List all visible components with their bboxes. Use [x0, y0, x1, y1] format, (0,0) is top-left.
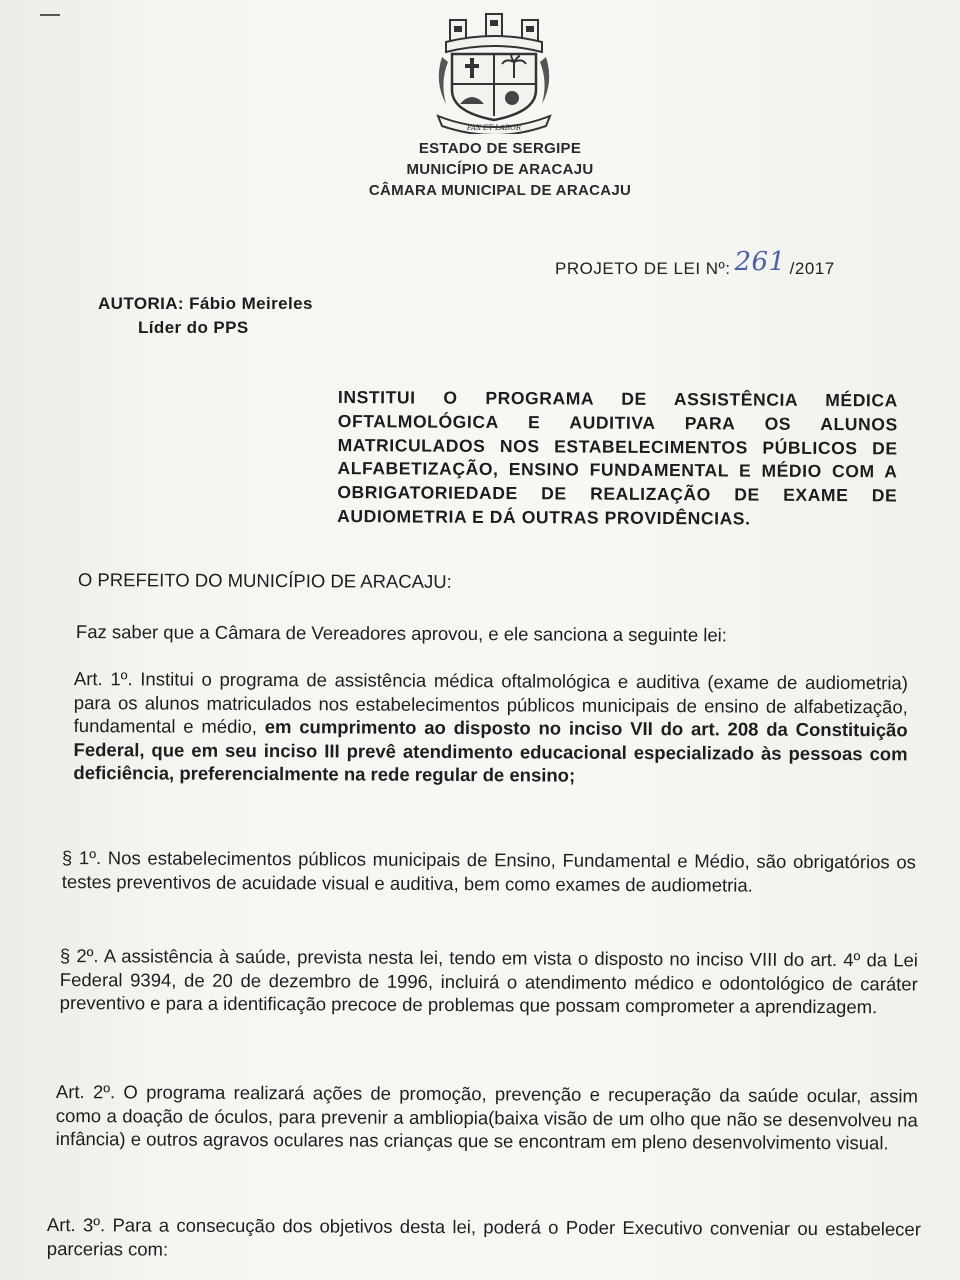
document-header	[300, 138, 700, 201]
article-2: Art. 2º. O programa realizará ações de promoção, prevenção e recuperação da saúde ocular, assim como a doação de óculos, para prevenir a ambliopia(baixa visão de um olho que não se desenvolveu na infância) e outros agravos oculares nas crianças que se encontram em pleno desenvolvimento visual.	[55, 1081, 918, 1154]
header-chamber: CÂMARA MUNICIPAL DE ARACAJU	[368, 182, 632, 199]
bill-summary: INSTITUI O PROGRAMA DE ASSISTÊNCIA MÉDICA OFTALMOLÓGICA E AUDITIVA PARA OS ALUNOS MATRICULADOS NOS ESTABELECIMENTOS PÚBLICOS DE ALFABETIZAÇÃO, ENSINO FUNDAMENTAL E MÉDIO COM A OBRIGATORIEDADE DE REALIZAÇÃO DE EXAME DE AUDIOMETRIA E DÁ OUTRAS PROVIDÊNCIAS.	[337, 386, 898, 529]
article-1	[73, 667, 908, 789]
header-municipality: MUNICÍPIO DE ARACAJU	[406, 161, 594, 178]
bill-number-label: PROJETO DE LEI Nº:	[555, 259, 731, 278]
enacting-authority: O PREFEITO DO MUNICÍPIO DE ARACAJU:	[77, 569, 452, 592]
author-role: Líder do PPS	[138, 318, 249, 337]
article-3: Art. 3º. Para a consecução dos objetivos desta lei, poderá o Poder Executivo conveniar ou estabelecer parcerias com:	[46, 1214, 921, 1260]
bill-number-handwritten: 261	[734, 247, 786, 277]
author-name: AUTORIA: Fábio Meireles	[98, 294, 313, 313]
corner-mark	[40, 14, 60, 16]
bill-number-line	[555, 247, 835, 281]
enacting-clause: Faz saber que a Câmara de Vereadores aprovou, e ele sanciona a seguinte lei:	[75, 621, 727, 646]
municipal-crest-icon	[432, 12, 556, 134]
article-1-text: Art. 1º. Institui o programa de assistência médica oftalmológica e auditiva (exame de audiometria) para os alunos matriculados nos estabelecimentos públicos municipais de ensino de alfabetização, fundamental e médio,	[73, 668, 908, 737]
paragraph-1: § 1º. Nos estabelecimentos públicos municipais de Ensino, Fundamental e Médio, são obrigatórios os testes preventivos de acuidade visual e auditiva, bem como exames de audiometria.	[61, 847, 916, 896]
article-1-bold-text: em cumprimento ao disposto no inciso VII do art. 208 da Constituição Federal, que em seu inciso III prevê atendimento educacional especializado às pessoas com deficiência, preferencialmente na rede regular de ensino;	[73, 715, 908, 786]
bill-year: /2017	[789, 259, 835, 278]
crest-motto: PAX ET LABOR	[466, 124, 522, 132]
header-state: ESTADO DE SERGIPE	[418, 140, 582, 157]
authorship	[98, 292, 313, 340]
paragraph-2: § 2º. A assistência à saúde, prevista nesta lei, tendo em vista o disposto no inciso VIII do art. 4º da Lei Federal 9394, de 20 de dezembro de 1996, incluirá o atendimento médico e odontológico de caráter preventivo e para a identificação precoce de problemas que possam comprometer a aprendizagem.	[59, 945, 918, 1018]
